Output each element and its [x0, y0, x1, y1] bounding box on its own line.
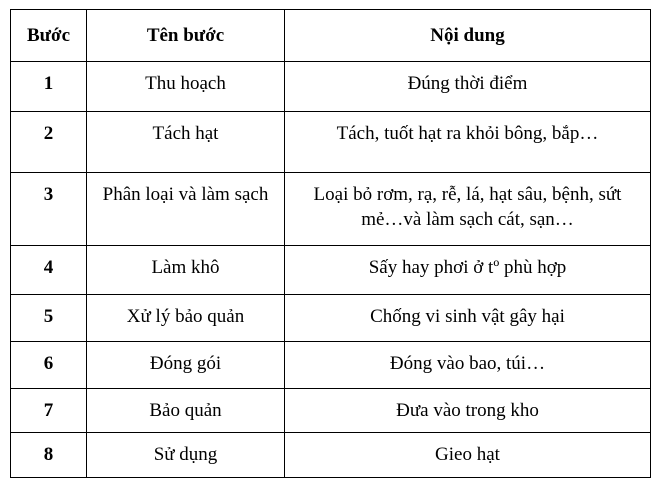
step-number: 8 [11, 433, 87, 478]
step-name: Thu hoạch [87, 62, 285, 112]
step-content: Sấy hay phơi ở tº phù hợp [285, 246, 651, 295]
step-number: 6 [11, 342, 87, 389]
step-name: Xử lý bảo quản [87, 295, 285, 342]
step-name: Tách hạt [87, 112, 285, 173]
header-content: Nội dung [285, 10, 651, 62]
step-name: Sử dụng [87, 433, 285, 478]
step-number: 2 [11, 112, 87, 173]
table-row [11, 295, 651, 342]
step-name: Phân loại và làm sạch [87, 173, 285, 246]
steps-table [10, 9, 651, 478]
step-content: Gieo hạt [285, 433, 651, 478]
header-name: Tên bước [87, 10, 285, 62]
header-step: Bước [11, 10, 87, 62]
step-content: Chống vi sinh vật gây hại [285, 295, 651, 342]
step-number: 7 [11, 389, 87, 433]
step-number: 4 [11, 246, 87, 295]
step-name: Bảo quản [87, 389, 285, 433]
table-row [11, 342, 651, 389]
step-number: 3 [11, 173, 87, 246]
step-content: Đóng vào bao, túi… [285, 342, 651, 389]
step-number: 5 [11, 295, 87, 342]
step-name: Làm khô [87, 246, 285, 295]
table-row [11, 433, 651, 478]
step-content: Đưa vào trong kho [285, 389, 651, 433]
table-row [11, 173, 651, 246]
step-content: Loại bỏ rơm, rạ, rễ, lá, hạt sâu, bệnh, sứt mẻ…và làm sạch cát, sạn… [285, 173, 651, 246]
step-name: Đóng gói [87, 342, 285, 389]
table-header-row [11, 10, 651, 62]
table-row [11, 246, 651, 295]
step-number: 1 [11, 62, 87, 112]
table-row [11, 389, 651, 433]
table-row [11, 62, 651, 112]
table-row [11, 112, 651, 173]
step-content: Tách, tuốt hạt ra khỏi bông, bắp… [285, 112, 651, 173]
step-content: Đúng thời điểm [285, 62, 651, 112]
